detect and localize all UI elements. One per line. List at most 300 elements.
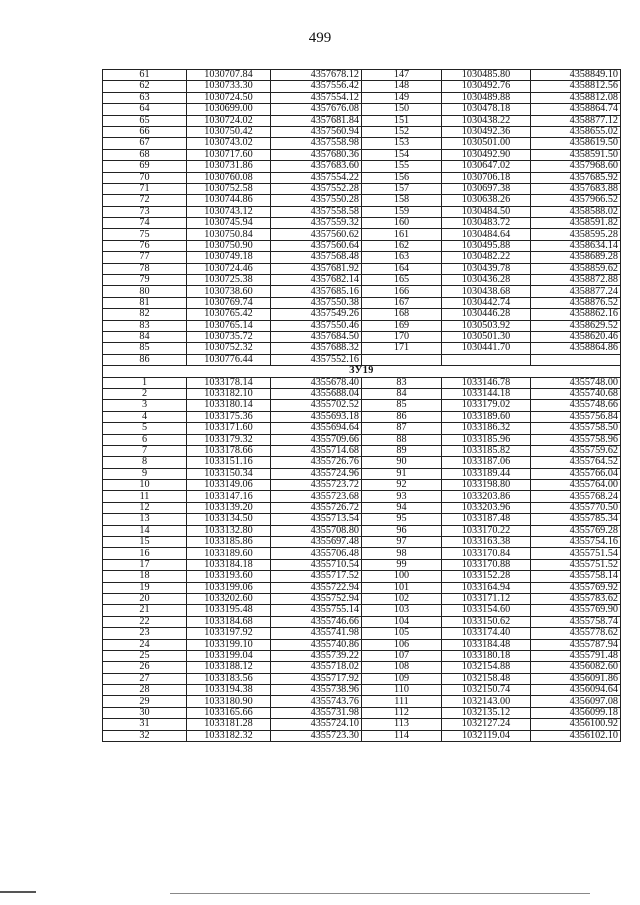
point-number-cell: 97	[362, 537, 442, 548]
x-coordinate-cell: 1030485.80	[442, 70, 531, 81]
y-coordinate-cell: 4358812.08	[531, 92, 621, 103]
y-coordinate-cell: 4357685.92	[531, 172, 621, 183]
y-coordinate-cell: 4358877.12	[531, 115, 621, 126]
y-coordinate-cell: 4355694.64	[271, 423, 362, 434]
y-coordinate-cell: 4355723.72	[271, 480, 362, 491]
table-row	[103, 628, 621, 639]
x-coordinate-cell: 1032143.00	[442, 696, 531, 707]
x-coordinate-cell: 1033202.60	[187, 593, 271, 604]
point-number-cell: 86	[362, 411, 442, 422]
table-row	[103, 70, 621, 81]
x-coordinate-cell: 1030735.72	[187, 331, 271, 342]
point-number-cell: 68	[103, 149, 187, 160]
point-number-cell: 109	[362, 673, 442, 684]
point-number-cell: 94	[362, 502, 442, 513]
y-coordinate-cell: 4355758.50	[531, 423, 621, 434]
table-row	[103, 411, 621, 422]
y-coordinate-cell: 4355743.76	[271, 696, 362, 707]
y-coordinate-cell: 4358864.74	[531, 104, 621, 115]
x-coordinate-cell: 1033179.32	[187, 434, 271, 445]
x-coordinate-cell: 1030750.90	[187, 240, 271, 251]
y-coordinate-cell: 4358689.28	[531, 252, 621, 263]
point-number-cell: 162	[362, 240, 442, 251]
point-number-cell: 61	[103, 70, 187, 81]
y-coordinate-cell: 4355785.34	[531, 514, 621, 525]
scan-artifact	[170, 893, 590, 894]
x-coordinate-cell: 1033175.36	[187, 411, 271, 422]
point-number-cell: 164	[362, 263, 442, 274]
y-coordinate-cell: 4358872.88	[531, 275, 621, 286]
x-coordinate-cell: 1030647.02	[442, 161, 531, 172]
point-number-cell: 85	[362, 400, 442, 411]
y-coordinate-cell: 4357681.92	[271, 263, 362, 274]
point-number-cell: 12	[103, 502, 187, 513]
table-row	[103, 468, 621, 479]
point-number-cell: 20	[103, 593, 187, 604]
x-coordinate-cell: 1033184.68	[187, 616, 271, 627]
point-number-cell: 17	[103, 559, 187, 570]
y-coordinate-cell: 4355717.92	[271, 673, 362, 684]
x-coordinate-cell: 1030738.60	[187, 286, 271, 297]
y-coordinate-cell: 4357552.16	[271, 354, 362, 365]
y-coordinate-cell: 4356094.64	[531, 685, 621, 696]
point-number-cell: 85	[103, 343, 187, 354]
x-coordinate-cell: 1030745.94	[187, 218, 271, 229]
x-coordinate-cell: 1030489.88	[442, 92, 531, 103]
x-coordinate-cell: 1033203.86	[442, 491, 531, 502]
point-number-cell: 154	[362, 149, 442, 160]
point-number-cell: 104	[362, 616, 442, 627]
table-row	[103, 548, 621, 559]
x-coordinate-cell: 1033199.06	[187, 582, 271, 593]
x-coordinate-cell: 1030492.76	[442, 81, 531, 92]
table-row	[103, 491, 621, 502]
y-coordinate-cell: 4357554.22	[271, 172, 362, 183]
table-row	[103, 719, 621, 730]
point-number-cell: 70	[103, 172, 187, 183]
table-row	[103, 92, 621, 103]
point-number-cell: 147	[362, 70, 442, 81]
point-number-cell: 5	[103, 423, 187, 434]
x-coordinate-cell: 1032135.12	[442, 707, 531, 718]
y-coordinate-cell: 4355709.66	[271, 434, 362, 445]
y-coordinate-cell: 4355758.14	[531, 571, 621, 582]
x-coordinate-cell: 1033178.14	[187, 377, 271, 388]
point-number-cell: 72	[103, 195, 187, 206]
table-row	[103, 662, 621, 673]
y-coordinate-cell: 4355748.66	[531, 400, 621, 411]
y-coordinate-cell: 4356099.18	[531, 707, 621, 718]
y-coordinate-cell: 4358591.50	[531, 149, 621, 160]
table-row	[103, 297, 621, 308]
x-coordinate-cell: 1030492.36	[442, 126, 531, 137]
y-coordinate-cell: 4355738.96	[271, 685, 362, 696]
x-coordinate-cell: 1033170.84	[442, 548, 531, 559]
y-coordinate-cell: 4357550.38	[271, 297, 362, 308]
point-number-cell: 101	[362, 582, 442, 593]
y-coordinate-cell: 4355751.54	[531, 548, 621, 559]
table-row	[103, 514, 621, 525]
point-number-cell: 165	[362, 275, 442, 286]
table-row	[103, 571, 621, 582]
point-number-cell: 30	[103, 707, 187, 718]
x-coordinate-cell: 1033189.44	[442, 468, 531, 479]
x-coordinate-cell: 1033165.66	[187, 707, 271, 718]
y-coordinate-cell: 4358864.86	[531, 343, 621, 354]
table-row	[103, 138, 621, 149]
y-coordinate-cell: 4355764.52	[531, 457, 621, 468]
y-coordinate-cell: 4355791.48	[531, 650, 621, 661]
x-coordinate-cell: 1033187.06	[442, 457, 531, 468]
table-row	[103, 707, 621, 718]
y-coordinate-cell: 4358595.28	[531, 229, 621, 240]
x-coordinate-cell: 1030697.38	[442, 183, 531, 194]
table-row	[103, 149, 621, 160]
table-row	[103, 480, 621, 491]
point-number-cell: 83	[362, 377, 442, 388]
x-coordinate-cell: 1033198.80	[442, 480, 531, 491]
point-number-cell: 24	[103, 639, 187, 650]
y-coordinate-cell: 4358634.14	[531, 240, 621, 251]
point-number-cell: 75	[103, 229, 187, 240]
table-row	[103, 183, 621, 194]
y-coordinate-cell: 4355731.98	[271, 707, 362, 718]
x-coordinate-cell: 1030438.68	[442, 286, 531, 297]
point-number-cell: 76	[103, 240, 187, 251]
point-number-cell: 63	[103, 92, 187, 103]
y-coordinate-cell: 4355769.90	[531, 605, 621, 616]
y-coordinate-cell: 4355723.68	[271, 491, 362, 502]
point-number-cell: 111	[362, 696, 442, 707]
point-number-cell: 157	[362, 183, 442, 194]
point-number-cell: 89	[362, 445, 442, 456]
table-row	[103, 605, 621, 616]
table-row	[103, 252, 621, 263]
y-coordinate-cell: 4355722.94	[271, 582, 362, 593]
x-coordinate-cell: 1033151.16	[187, 457, 271, 468]
y-coordinate-cell: 4355787.94	[531, 639, 621, 650]
section-header-row	[103, 366, 621, 377]
y-coordinate-cell: 4355755.14	[271, 605, 362, 616]
table-row	[103, 195, 621, 206]
y-coordinate-cell: 4357549.26	[271, 309, 362, 320]
coordinates-table	[102, 69, 621, 742]
point-number-cell: 71	[103, 183, 187, 194]
point-number-cell: 82	[103, 309, 187, 320]
y-coordinate-cell: 4356097.08	[531, 696, 621, 707]
y-coordinate-cell: 4357552.28	[271, 183, 362, 194]
point-number-cell: 103	[362, 605, 442, 616]
y-coordinate-cell: 4355756.84	[531, 411, 621, 422]
x-coordinate-cell: 1030439.78	[442, 263, 531, 274]
x-coordinate-cell: 1030776.44	[187, 354, 271, 365]
y-coordinate-cell: 4355769.28	[531, 525, 621, 536]
x-coordinate-cell: 1033185.82	[442, 445, 531, 456]
table-row	[103, 275, 621, 286]
x-coordinate-cell: 1030441.70	[442, 343, 531, 354]
x-coordinate-cell: 1033185.86	[187, 537, 271, 548]
x-coordinate-cell: 1033184.48	[442, 639, 531, 650]
x-coordinate-cell: 1033195.48	[187, 605, 271, 616]
y-coordinate-cell: 4357683.88	[531, 183, 621, 194]
y-coordinate-cell: 4357559.32	[271, 218, 362, 229]
point-number-cell: 163	[362, 252, 442, 263]
table-row	[103, 320, 621, 331]
y-coordinate-cell: 4357688.32	[271, 343, 362, 354]
point-number-cell: 83	[103, 320, 187, 331]
x-coordinate-cell: 1033194.38	[187, 685, 271, 696]
table-row	[103, 126, 621, 137]
point-number-cell: 25	[103, 650, 187, 661]
point-number-cell: 108	[362, 662, 442, 673]
y-coordinate-cell: 4356082.60	[531, 662, 621, 673]
x-coordinate-cell: 1030765.14	[187, 320, 271, 331]
table-row	[103, 502, 621, 513]
x-coordinate-cell: 1030438.22	[442, 115, 531, 126]
point-number-cell: 160	[362, 218, 442, 229]
table-row	[103, 559, 621, 570]
point-number-cell: 99	[362, 559, 442, 570]
y-coordinate-cell: 4358876.52	[531, 297, 621, 308]
point-number-cell: 66	[103, 126, 187, 137]
y-coordinate-cell: 4355723.30	[271, 730, 362, 741]
y-coordinate-cell: 4357560.94	[271, 126, 362, 137]
y-coordinate-cell: 4358862.16	[531, 309, 621, 320]
point-number-cell: 159	[362, 206, 442, 217]
x-coordinate-cell: 1033182.10	[187, 388, 271, 399]
table-row	[103, 115, 621, 126]
x-coordinate-cell: 1030743.02	[187, 138, 271, 149]
point-number-cell: 96	[362, 525, 442, 536]
x-coordinate-cell: 1030752.58	[187, 183, 271, 194]
x-coordinate-cell: 1033146.78	[442, 377, 531, 388]
x-coordinate-cell: 1033193.60	[187, 571, 271, 582]
point-number-cell: 84	[103, 331, 187, 342]
point-number-cell: 15	[103, 537, 187, 548]
point-number-cell: 150	[362, 104, 442, 115]
point-number-cell: 106	[362, 639, 442, 650]
point-number-cell: 93	[362, 491, 442, 502]
x-coordinate-cell: 1032158.48	[442, 673, 531, 684]
table-row	[103, 229, 621, 240]
point-number-cell: 153	[362, 138, 442, 149]
point-number-cell: 16	[103, 548, 187, 559]
point-number-cell: 13	[103, 514, 187, 525]
y-coordinate-cell: 4355739.22	[271, 650, 362, 661]
x-coordinate-cell: 1030752.32	[187, 343, 271, 354]
x-coordinate-cell: 1030483.72	[442, 218, 531, 229]
x-coordinate-cell: 1030724.02	[187, 115, 271, 126]
y-coordinate-cell: 4358588.02	[531, 206, 621, 217]
x-coordinate-cell: 1033150.34	[187, 468, 271, 479]
point-number-cell: 74	[103, 218, 187, 229]
y-coordinate-cell	[531, 354, 621, 365]
y-coordinate-cell: 4357681.84	[271, 115, 362, 126]
table-row	[103, 650, 621, 661]
point-number-cell: 19	[103, 582, 187, 593]
x-coordinate-cell: 1030699.00	[187, 104, 271, 115]
y-coordinate-cell: 4355678.40	[271, 377, 362, 388]
y-coordinate-cell: 4357558.98	[271, 138, 362, 149]
x-coordinate-cell: 1033182.32	[187, 730, 271, 741]
point-number-cell: 27	[103, 673, 187, 684]
x-coordinate-cell: 1033170.22	[442, 525, 531, 536]
point-number-cell: 110	[362, 685, 442, 696]
x-coordinate-cell: 1030733.30	[187, 81, 271, 92]
point-number-cell: 65	[103, 115, 187, 126]
x-coordinate-cell: 1030717.60	[187, 149, 271, 160]
y-coordinate-cell: 4355778.62	[531, 628, 621, 639]
x-coordinate-cell: 1030765.42	[187, 309, 271, 320]
y-coordinate-cell: 4357568.48	[271, 252, 362, 263]
point-number-cell: 168	[362, 309, 442, 320]
x-coordinate-cell: 1033139.20	[187, 502, 271, 513]
table-row	[103, 161, 621, 172]
point-number-cell: 102	[362, 593, 442, 604]
table-row	[103, 263, 621, 274]
table-row	[103, 388, 621, 399]
x-coordinate-cell	[442, 354, 531, 365]
x-coordinate-cell: 1030706.18	[442, 172, 531, 183]
table-row	[103, 240, 621, 251]
y-coordinate-cell: 4355693.18	[271, 411, 362, 422]
point-number-cell: 158	[362, 195, 442, 206]
x-coordinate-cell: 1033184.18	[187, 559, 271, 570]
x-coordinate-cell: 1033199.10	[187, 639, 271, 650]
section-label: ЗУ19	[103, 366, 621, 377]
x-coordinate-cell: 1030501.30	[442, 331, 531, 342]
point-number-cell: 11	[103, 491, 187, 502]
y-coordinate-cell: 4355740.68	[531, 388, 621, 399]
y-coordinate-cell: 4357554.12	[271, 92, 362, 103]
y-coordinate-cell: 4357558.58	[271, 206, 362, 217]
point-number-cell: 21	[103, 605, 187, 616]
y-coordinate-cell: 4355714.68	[271, 445, 362, 456]
y-coordinate-cell: 4355758.96	[531, 434, 621, 445]
table-row	[103, 616, 621, 627]
y-coordinate-cell: 4358629.52	[531, 320, 621, 331]
point-number-cell: 69	[103, 161, 187, 172]
y-coordinate-cell: 4355740.86	[271, 639, 362, 650]
point-number-cell: 18	[103, 571, 187, 582]
x-coordinate-cell: 1033164.94	[442, 582, 531, 593]
table-row	[103, 593, 621, 604]
x-coordinate-cell: 1030750.42	[187, 126, 271, 137]
x-coordinate-cell: 1030638.26	[442, 195, 531, 206]
x-coordinate-cell: 1033152.28	[442, 571, 531, 582]
point-number-cell: 171	[362, 343, 442, 354]
point-number-cell: 156	[362, 172, 442, 183]
x-coordinate-cell: 1033187.48	[442, 514, 531, 525]
y-coordinate-cell: 4355724.10	[271, 719, 362, 730]
y-coordinate-cell: 4355769.92	[531, 582, 621, 593]
table-row	[103, 434, 621, 445]
point-number-cell: 62	[103, 81, 187, 92]
point-number-cell: 32	[103, 730, 187, 741]
x-coordinate-cell: 1033132.80	[187, 525, 271, 536]
table-row	[103, 286, 621, 297]
y-coordinate-cell: 4357560.62	[271, 229, 362, 240]
x-coordinate-cell: 1033179.02	[442, 400, 531, 411]
point-number-cell: 8	[103, 457, 187, 468]
y-coordinate-cell: 4355764.00	[531, 480, 621, 491]
x-coordinate-cell: 1030725.38	[187, 275, 271, 286]
point-number-cell: 95	[362, 514, 442, 525]
y-coordinate-cell: 4355724.96	[271, 468, 362, 479]
point-number-cell: 152	[362, 126, 442, 137]
point-number-cell: 113	[362, 719, 442, 730]
y-coordinate-cell: 4355770.50	[531, 502, 621, 513]
point-number-cell: 170	[362, 331, 442, 342]
x-coordinate-cell: 1032127.24	[442, 719, 531, 730]
y-coordinate-cell: 4357968.60	[531, 161, 621, 172]
point-number-cell: 73	[103, 206, 187, 217]
y-coordinate-cell: 4355746.66	[271, 616, 362, 627]
x-coordinate-cell: 1030478.18	[442, 104, 531, 115]
y-coordinate-cell: 4357678.12	[271, 70, 362, 81]
point-number-cell: 67	[103, 138, 187, 149]
y-coordinate-cell: 4357550.28	[271, 195, 362, 206]
point-number-cell: 2	[103, 388, 187, 399]
x-coordinate-cell: 1032154.88	[442, 662, 531, 673]
y-coordinate-cell: 4355697.48	[271, 537, 362, 548]
x-coordinate-cell: 1033180.90	[187, 696, 271, 707]
x-coordinate-cell: 1030743.12	[187, 206, 271, 217]
point-number-cell: 151	[362, 115, 442, 126]
x-coordinate-cell: 1033163.38	[442, 537, 531, 548]
table-row	[103, 400, 621, 411]
x-coordinate-cell: 1030446.28	[442, 309, 531, 320]
point-number-cell: 148	[362, 81, 442, 92]
x-coordinate-cell: 1032150.74	[442, 685, 531, 696]
y-coordinate-cell: 4358859.62	[531, 263, 621, 274]
y-coordinate-cell: 4357550.46	[271, 320, 362, 331]
y-coordinate-cell: 4355708.80	[271, 525, 362, 536]
x-coordinate-cell: 1030484.50	[442, 206, 531, 217]
point-number-cell: 4	[103, 411, 187, 422]
point-number-cell: 23	[103, 628, 187, 639]
scan-artifact	[0, 891, 36, 893]
point-number-cell: 3	[103, 400, 187, 411]
point-number-cell: 169	[362, 320, 442, 331]
table-row	[103, 104, 621, 115]
page-number: 499	[308, 30, 332, 46]
table-row	[103, 172, 621, 183]
x-coordinate-cell: 1033197.92	[187, 628, 271, 639]
point-number-cell: 84	[362, 388, 442, 399]
x-coordinate-cell: 1033154.60	[442, 605, 531, 616]
y-coordinate-cell: 4355702.52	[271, 400, 362, 411]
point-number-cell: 167	[362, 297, 442, 308]
point-number-cell: 149	[362, 92, 442, 103]
point-number-cell: 87	[362, 423, 442, 434]
y-coordinate-cell: 4355706.48	[271, 548, 362, 559]
x-coordinate-cell: 1030442.74	[442, 297, 531, 308]
point-number-cell: 78	[103, 263, 187, 274]
y-coordinate-cell: 4357685.16	[271, 286, 362, 297]
y-coordinate-cell: 4358849.10	[531, 70, 621, 81]
y-coordinate-cell: 4357966.52	[531, 195, 621, 206]
point-number-cell: 9	[103, 468, 187, 479]
y-coordinate-cell: 4355751.52	[531, 559, 621, 570]
y-coordinate-cell: 4355717.52	[271, 571, 362, 582]
y-coordinate-cell: 4356091.86	[531, 673, 621, 684]
y-coordinate-cell: 4355718.02	[271, 662, 362, 673]
table-row	[103, 639, 621, 650]
table-row	[103, 218, 621, 229]
point-number-cell: 88	[362, 434, 442, 445]
y-coordinate-cell: 4358877.24	[531, 286, 621, 297]
